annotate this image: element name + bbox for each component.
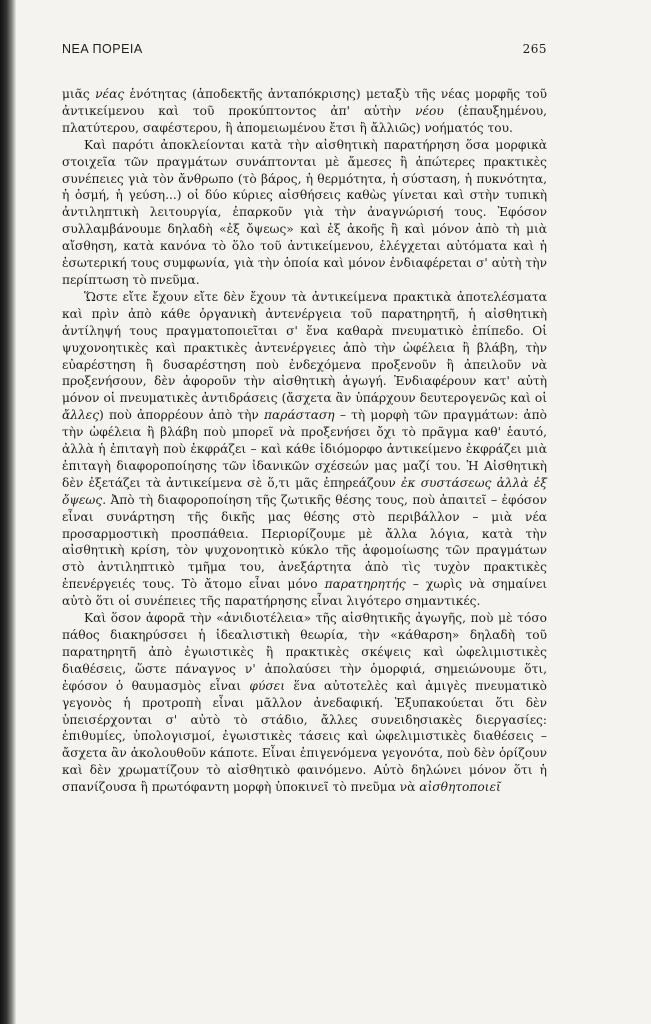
- italic-text: παρατηρητής: [324, 577, 406, 592]
- text-run: μιᾶς: [62, 87, 96, 101]
- text-run: ) ποὺ ἀπορρέουν ἀπὸ τὴν: [99, 408, 265, 423]
- book-page: [62, 42, 547, 796]
- page-number: 265: [522, 42, 547, 56]
- page-header: [62, 42, 547, 56]
- italic-text: αἰσθητοποιεῖ: [419, 780, 501, 795]
- text-run: Καὶ παρότι ἀποκλείονται κατὰ τὴν αἰσθητικὴ παρατήρηση ὅσα μορφικὰ στοιχεῖα τῶν πραγμάτων συνάπτονται μὲ ἄμεσες ἢ ἀπώτερες πρακτικὲς συνέπειες γιὰ τὸν ἄνθρωπο (τὸ βάρος, ἡ θερμότητα, ἡ σύσταση, ἡ πυκνότητα, ἡ ὀσμή, ἡ γεύση...) οἱ δύο κύριες αἰσθήσεις καθὼς γίνεται καὶ στὴν τυπικὴ ἀντιληπτικὴ λειτουργία, ἐπαρκοῦν γιὰ τὴν ἀναγνώρισή τους. Ἐφόσον συλλαμβάνουμε δηλαδὴ «ἐξ ὄψεως» καὶ ἐξ ἀκοῆς ἢ καὶ μόνον ἀπὸ τὴ μιὰ αἴσθηση, κατὰ κανόνα τὸ ὅλο τοῦ ἀντικείμενου, ἐλέγχεται αὐτόματα καὶ ἡ ἐσωτερική τους συμφωνία, γιὰ τὴν ὁποία καὶ μόνον ἐνδιαφέρεται σ' αὐτὴ τὴν περίπτωση τὸ πνεῦμα.: [62, 137, 547, 287]
- paragraph: [62, 137, 547, 289]
- running-title: ΝΕΑ ΠΟΡΕΙΑ: [62, 42, 143, 56]
- text-run: ἕνα αὐτοτελὲς καὶ ἀμιγὲς πνευματικὸ γεγονὸς ἡ προτροπὴ εἶναι μᾶλλον ἀνεδαφική. Ἐξυπακούεται ὅτι δὲν ὑπεισέρχονται σ' αὐτὸ τὸ στάδιο, ἄλλες συνειδησιακὲς διεργασίες: ἐπιθυμίες, ὑπολογισμοί, ἐγωιστικὲς τάσεις καὶ ὠφελιμιστικὲς διαθέσεις – ἄσχετα ἂν ἀκολουθοῦν κάποτε. Εἶναι ἐπιγενόμενα γεγονότα, ποὺ δὲν ὁρίζουν καὶ δὲν χρωματίζουν τὸ αἰσθητικὸ φαινόμενο. Αὐτὸ δηλώνει μόνον ὅτι ἡ σπανίζουσα ἢ πρωτόφαντη μορφὴ ὑποκινεῖ τὸ πνεῦμα νὰ: [62, 678, 547, 795]
- body-text: [62, 86, 547, 796]
- text-run: Ὥστε εἴτε ἔχουν εἴτε δὲν ἔχουν τὰ ἀντικείμενα πρακτικὰ ἀποτελέσματα καὶ πρὶν ἀπὸ κάθε ὀργανικὴ ἀντενέργεια τοῦ παρατηρητῆ, ἡ αἰσθητικὴ ἀντίληψή τους πραγματοποιεῖται σ' ἕνα καθαρὰ πνευματικὸ ἐπίπεδο. Οἱ ψυχονοητικὲς καὶ πρακτικὲς ἀντενέργειες ἀπὸ τὴν ὠφέλεια ἢ βλάβη, τὴν εὐαρέστηση ἢ δυσαρέστηση ποὺ ἐνδεχόμενα προξενοῦν ἢ ἀπειλοῦν νὰ προξενήσουν, δὲν ἀφοροῦν τὴν αἰσθητικὴ ἀγωγή. Ἐνδιαφέρουν κατ' αὐτὴ μόνον οἱ πνευματικὲς ἀντιδράσεις (ἄσχετα ἂν ὑπάρχουν δευτερογενῶς καὶ οἱ: [62, 289, 547, 406]
- paragraph: [62, 289, 547, 610]
- italic-text: ἄλλες: [62, 408, 100, 423]
- paragraph: [62, 610, 547, 796]
- text-run: ἑνότητας (ἀποδεκτῆς ἀνταπόκρισης) μεταξὺ τῆς νέας μορφῆς τοῦ ἀντικείμενου καὶ τοῦ προκύπτοντος ἀπ' αὐτὴν: [62, 87, 547, 118]
- italic-text: νέου: [415, 103, 444, 118]
- text-run: Ἀπὸ τὴ διαφοροποίηση τῆς ζωτικῆς θέσης τους, ποὺ ἀπαιτεῖ – ἐφόσον εἶναι συνάρτηση τῆς δικῆς μας θέσης στὸ περιβάλλον – μιὰ νέα προσαρμοστικὴ προσπάθεια. Περιορίζουμε μὲ ἄλλα λόγια, κατὰ τὴν αἰσθητικὴ κρίση, τὸν ψυχονοητικὸ κύκλο τῆς ἀφομοίωσης τῶν πραγμάτων στὸ ἀντιληπτικὸ τμῆμα του, ἀνεξάρτητα ἀπὸ τὶς τυχὸν πρακτικὲς ἐπενέργειές τους. Τὸ ἄτομο εἶναι μόνο: [62, 492, 547, 592]
- italic-text: νέας: [95, 87, 125, 101]
- book-spine-shadow: [0, 0, 16, 1024]
- text-run: (ἐπαυξημένου, πλατύτερου, σαφέστερου, ἢ ἀπομειωμένου ἔτσι ἢ ἄλλιῶς) νοήματός του.: [62, 103, 547, 135]
- italic-text: φύσει: [249, 678, 286, 693]
- paragraph: [62, 86, 547, 137]
- text-run: Καὶ ὅσον ἀφορᾶ τὴν «ἀνιδιοτέλεια» τῆς αἰσθητικῆς ἀγωγῆς, ποὺ μὲ τόσο πάθος διακηρύσσει ἡ ἰδεαλιστικὴ θεωρία, τὴν «κάθαρση» δηλαδὴ τοῦ παρατηρητῆ ἀπὸ ἐγωιστικὲς ἢ πρακτικὲς σκέψεις καὶ ὠφελιμιστικὲς διαθέσεις, ὥστε πάναγνος ν' ἀπολαύσει τὴν ὁμορφιά, σημειώνουμε ὅτι, ἐφόσον ὁ θαυμασμὸς εἶναι: [62, 611, 547, 693]
- italic-text: ἐκ συστάσεως ἀλλὰ ἐξ ὄψεως.: [62, 475, 547, 507]
- text-run: – τὴ μορφὴ τῶν πραγμάτων: ἀπὸ τὴν ὠφέλεια ἢ βλάβη ποὺ μπορεῖ νὰ προξενήσει ὄχι τὸ πρᾶγμα καθ' ἑαυτό, ἀλλὰ ἡ ἐπιταγὴ ποὺ ἐκφράζει – καὶ κάθε ἰδιόμορφο ἀντικείμενο ἐκφράζει μιὰ ἐπιταγὴ διαφοροποίησης τῶν ἰδανικῶν σχέσεών μας μαζί του. Ἡ Αἰσθητικὴ δὲν ἐξετάζει τὰ ἀντικείμενα σὲ ὅ,τι μᾶς ἐπηρεάζουν: [62, 408, 547, 490]
- italic-text: παράσταση: [264, 408, 335, 423]
- text-run: – χωρὶς νὰ σημαίνει αὐτὸ ὅτι οἱ συνέπειες τῆς παρατήρησης εἶναι λιγότερο σημαντικές.: [62, 577, 547, 609]
